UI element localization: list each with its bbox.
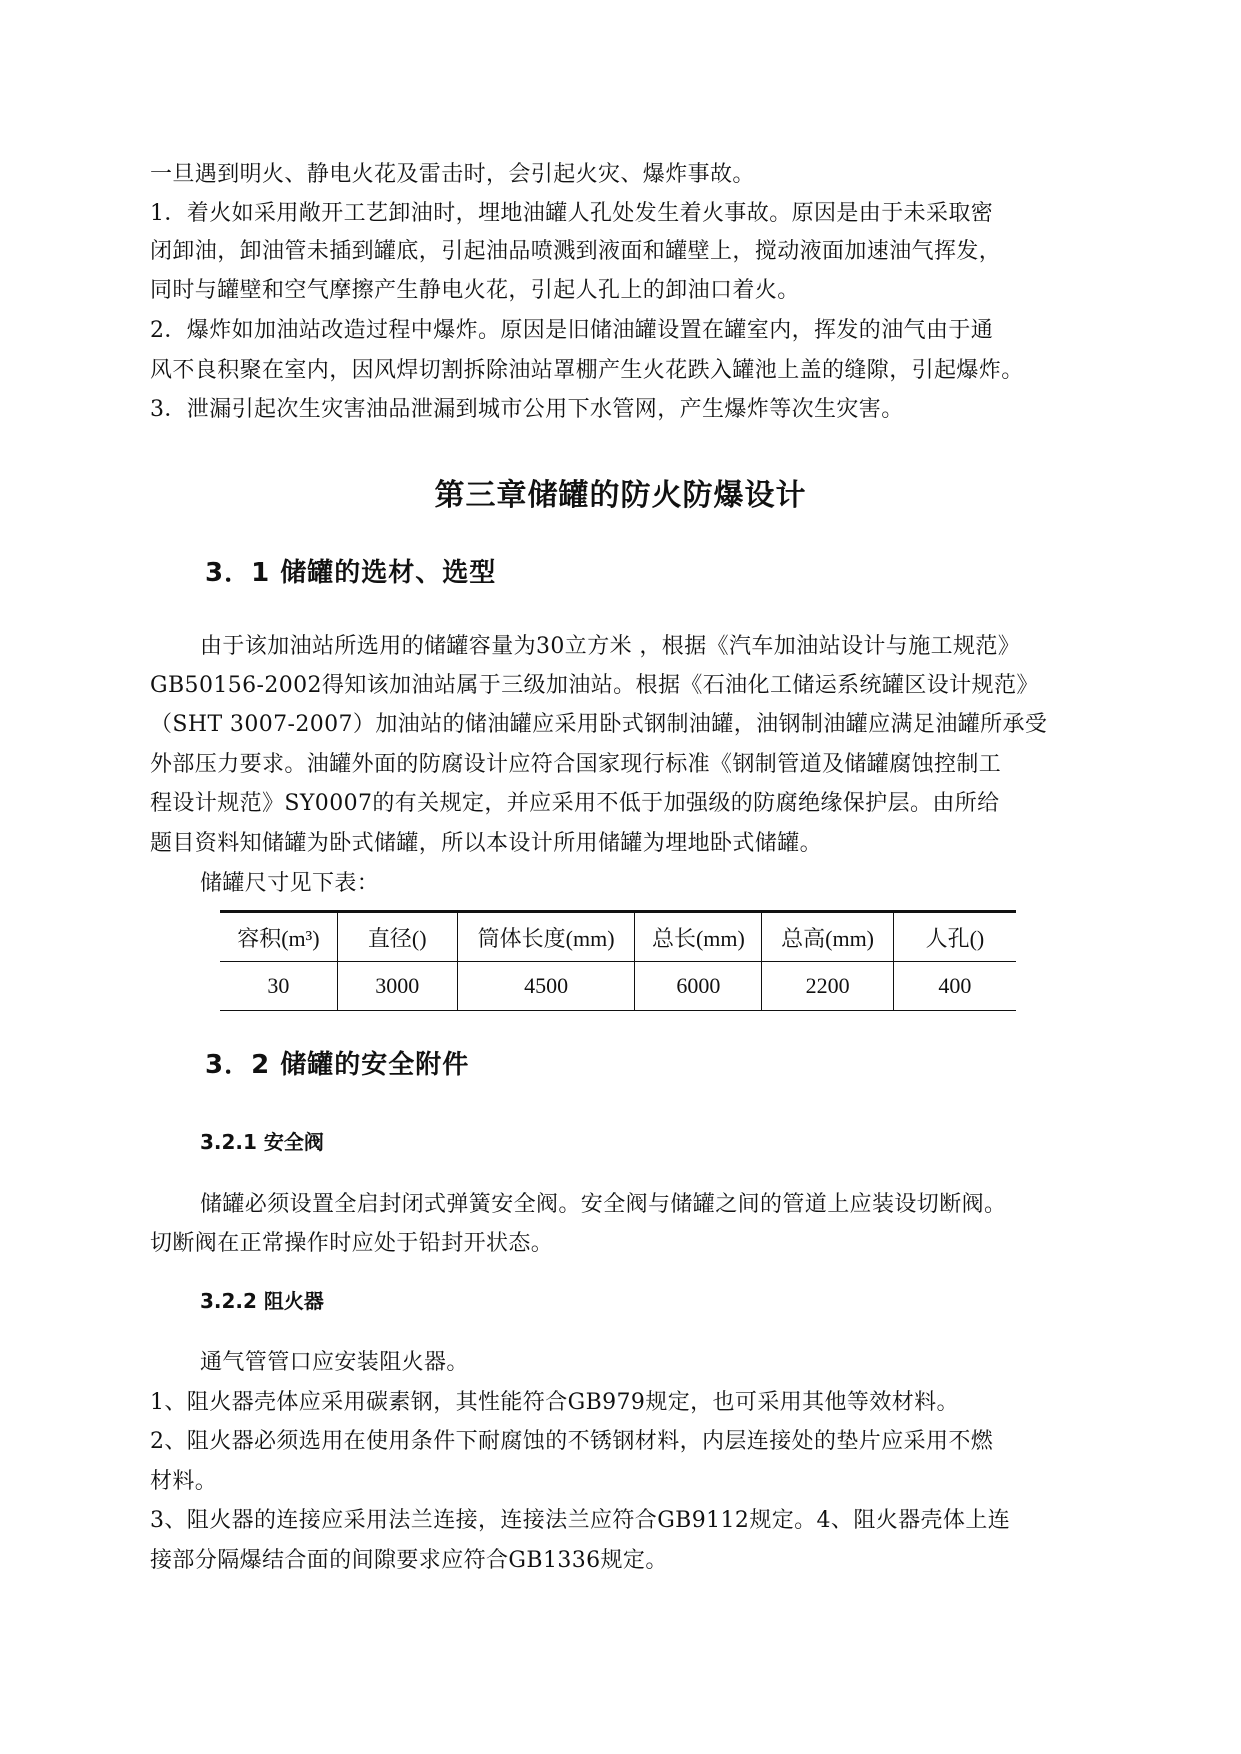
column-header: 容积(m³)	[220, 912, 337, 962]
paragraph-line: GB50156-2002得知该加油站属于三级加油站。根据《石油化工储运系统罐区设计规范》	[150, 673, 1039, 698]
subsection-title-3-2-1: 3.2.1 安全阀	[200, 1130, 324, 1154]
paragraph-line: 切断阀在正常操作时应处于铅封开状态。	[150, 1231, 554, 1256]
column-header: 总长(mm)	[635, 912, 762, 962]
tank-dimensions-table	[220, 910, 1016, 1011]
paragraph-line: 由于该加油站所选用的储罐容量为30立方米 ，根据《汽车加油站设计与施工规范》	[200, 634, 1021, 659]
column-header: 总高(mm)	[762, 912, 894, 962]
paragraph-line: 3、阻火器的连接应采用法兰连接，连接法兰应符合GB9112规定。4、阻火器壳体上连	[150, 1508, 1011, 1533]
intro-line: 闭卸油，卸油管未插到罐底，引起油品喷溅到液面和罐壁上，搅动液面加速油气挥发，	[150, 239, 1002, 264]
table-row	[220, 962, 1016, 1011]
intro-line: 一旦遇到明火、静电火花及雷击时，会引起火灾、爆炸事故。	[150, 162, 755, 187]
intro-line: 同时与罐壁和空气摩擦产生静电火花，引起人孔上的卸油口着火。	[150, 278, 800, 303]
paragraph-line: 程设计规范》SY0007的有关规定，并应采用不低于加强级的防腐绝缘保护层。由所给	[150, 791, 1000, 816]
subsection-title-3-2-2: 3.2.2 阻火器	[200, 1289, 324, 1313]
chapter-title: 第三章储罐的防火防爆设计	[434, 478, 807, 513]
paragraph-line: 材料。	[150, 1469, 218, 1494]
paragraph-line: 2、阻火器必须选用在使用条件下耐腐蚀的不锈钢材料，内层连接处的垫片应采用不燃	[150, 1429, 994, 1454]
paragraph-line: 接部分隔爆结合面的间隙要求应符合GB1336规定。	[150, 1548, 668, 1573]
table-cell: 3000	[337, 962, 457, 1011]
column-header: 直径()	[337, 912, 457, 962]
paragraph-line: 外部压力要求。油罐外面的防腐设计应符合国家现行标准《钢制管道及储罐腐蚀控制工	[150, 752, 1002, 777]
intro-line: 2．爆炸如加油站改造过程中爆炸。原因是旧储油罐设置在罐室内，挥发的油气由于通	[150, 318, 994, 343]
table-cell: 400	[938, 973, 972, 998]
paragraph-line: 储罐必须设置全启封闭式弹簧安全阀。安全阀与储罐之间的管道上应装设切断阀。	[200, 1192, 1007, 1217]
table-cell: 4500	[457, 962, 635, 1011]
table-cell: 30	[220, 962, 337, 1011]
table-cell: 2200	[762, 962, 894, 1011]
column-header: 筒体长度(mm)	[457, 912, 635, 962]
table-caption: 储罐尺寸见下表：	[200, 871, 380, 896]
intro-line: 3．泄漏引起次生灾害油品泄漏到城市公用下水管网，产生爆炸等次生灾害。	[150, 397, 904, 422]
intro-line: 1．着火如采用敞开工艺卸油时，埋地油罐人孔处发生着火事故。原因是由于未采取密	[150, 201, 994, 226]
paragraph-line: 1、阻火器壳体应采用碳素钢，其性能符合GB979规定，也可采用其他等效材料。	[150, 1390, 959, 1415]
paragraph-line: 题目资料知储罐为卧式储罐，所以本设计所用储罐为埋地卧式储罐。	[150, 831, 823, 856]
intro-line: 风不良积聚在室内，因风焊切割拆除油站罩棚产生火花跌入罐池上盖的缝隙，引起爆炸。	[150, 358, 1024, 383]
table-header-row	[220, 912, 1016, 962]
paragraph-line: （SHT 3007-2007）加油站的储油罐应采用卧式钢制油罐，油钢制油罐应满足油罐所承受	[150, 712, 1048, 737]
paragraph-line: 通气管管口应安装阻火器。	[200, 1350, 469, 1375]
column-header: 人孔()	[925, 925, 985, 951]
section-title-3-2: 3．2 储罐的安全附件	[205, 1050, 470, 1080]
table-cell: 6000	[635, 962, 762, 1011]
section-title-3-1: 3．1 储罐的选材、选型	[205, 558, 497, 588]
